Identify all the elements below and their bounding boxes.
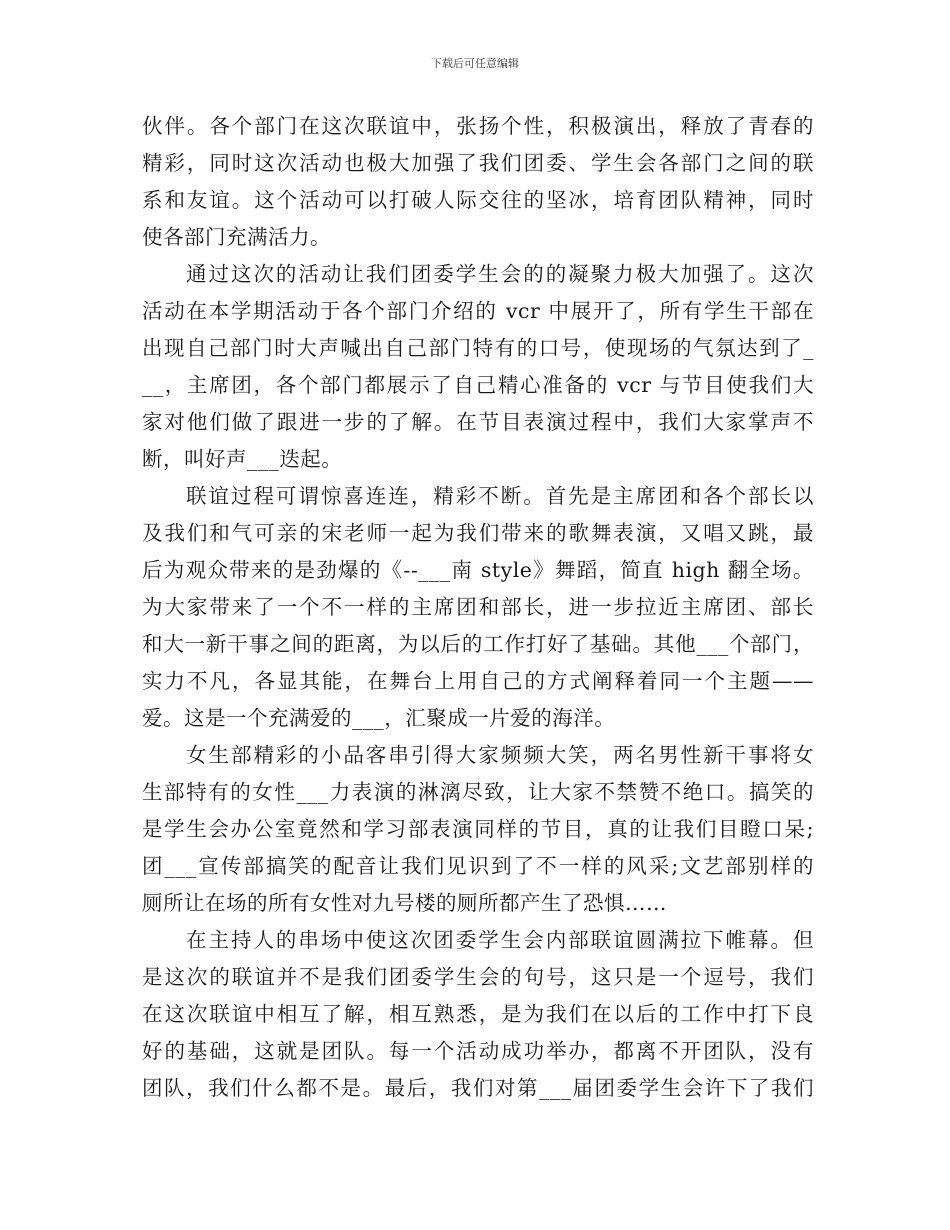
text-line: 伙伴。各个部门在这次联谊中，张扬个性，积极演出，释放了青春的: [142, 114, 814, 138]
text-line: 精彩，同时这次活动也极大加强了我们团委、学生会各部门之间的联: [142, 151, 814, 175]
text-line: 团___宣传部搞笑的配音让我们见识到了不一样的风采;文艺部别样的: [142, 854, 814, 878]
text-line: __，主席团，各个部门都展示了自己精心准备的 vcr 与节目使我们大: [142, 373, 814, 397]
text-line: 为大家带来了一个不一样的主席团和部长，进一步拉近主席团、部长: [142, 595, 814, 619]
text-line: 家对他们做了跟进一步的了解。在节目表演过程中，我们大家掌声不: [142, 410, 814, 434]
text-line: 联谊过程可谓惊喜连连，精彩不断。首先是主席团和各个部长以: [186, 484, 814, 508]
text-line: 是学生会办公室竟然和学习部表演同样的节目，真的让我们目瞪口呆;: [142, 817, 814, 841]
text-line: 出现自己部门时大声喊出自己部门特有的口号，使现场的气氛达到了_: [142, 336, 814, 360]
paragraph: [142, 256, 814, 478]
text-line: 好的基础，这就是团队。每一个活动成功举办，都离不开团队，没有: [142, 1039, 814, 1063]
text-line: 活动在本学期活动于各个部门介绍的 vcr 中展开了，所有学生干部在: [142, 299, 814, 323]
text-line: 在这次联谊中相互了解，相互熟悉，是为我们在以后的工作中打下良: [142, 1002, 814, 1026]
text-line: 系和友谊。这个活动可以打破人际交往的坚冰，培育团队精神，同时: [142, 188, 814, 212]
paragraph: [142, 108, 814, 256]
text-line: 厕所让在场的所有女性对九号楼的厕所都产生了恐惧……: [142, 891, 667, 915]
document-body: [142, 108, 814, 1107]
paragraph: [142, 478, 814, 737]
paragraph: [142, 737, 814, 922]
text-line: 生部特有的女性___力表演的淋漓尽致，让大家不禁赞不绝口。搞笑的: [142, 780, 814, 804]
text-line: 是这次的联谊并不是我们团委学生会的句号，这只是一个逗号，我们: [142, 965, 814, 989]
text-line: 使各部门充满活力。: [142, 225, 331, 249]
text-line: 通过这次的活动让我们团委学生会的的凝聚力极大加强了。这次: [186, 262, 814, 286]
text-line: 断，叫好声___迭起。: [142, 447, 343, 471]
text-line: 后为观众带来的是劲爆的《--___南 style》舞蹈，简直 high 翻全场。: [142, 558, 814, 582]
text-line: 和大一新干事之间的距离，为以后的工作打好了基础。其他___个部门，: [142, 632, 814, 656]
text-line: 爱。这是一个充满爱的___，汇聚成一片爱的海洋。: [142, 706, 616, 730]
text-line: 女生部精彩的小品客串引得大家频频大笑，两名男性新干事将女: [186, 743, 814, 767]
text-line: 及我们和气可亲的宋老师一起为我们带来的歌舞表演，又唱又跳，最: [142, 521, 814, 545]
page-header: 下载后可任意编辑: [431, 57, 519, 70]
text-line: 团队，我们什么都不是。最后，我们对第___届团委学生会许下了我们: [142, 1076, 814, 1100]
text-line: 在主持人的串场中使这次团委学生会内部联谊圆满拉下帷幕。但: [186, 928, 814, 952]
paragraph: [142, 922, 814, 1107]
text-line: 实力不凡，各显其能，在舞台上用自己的方式阐释着同一个主题——: [142, 669, 814, 693]
